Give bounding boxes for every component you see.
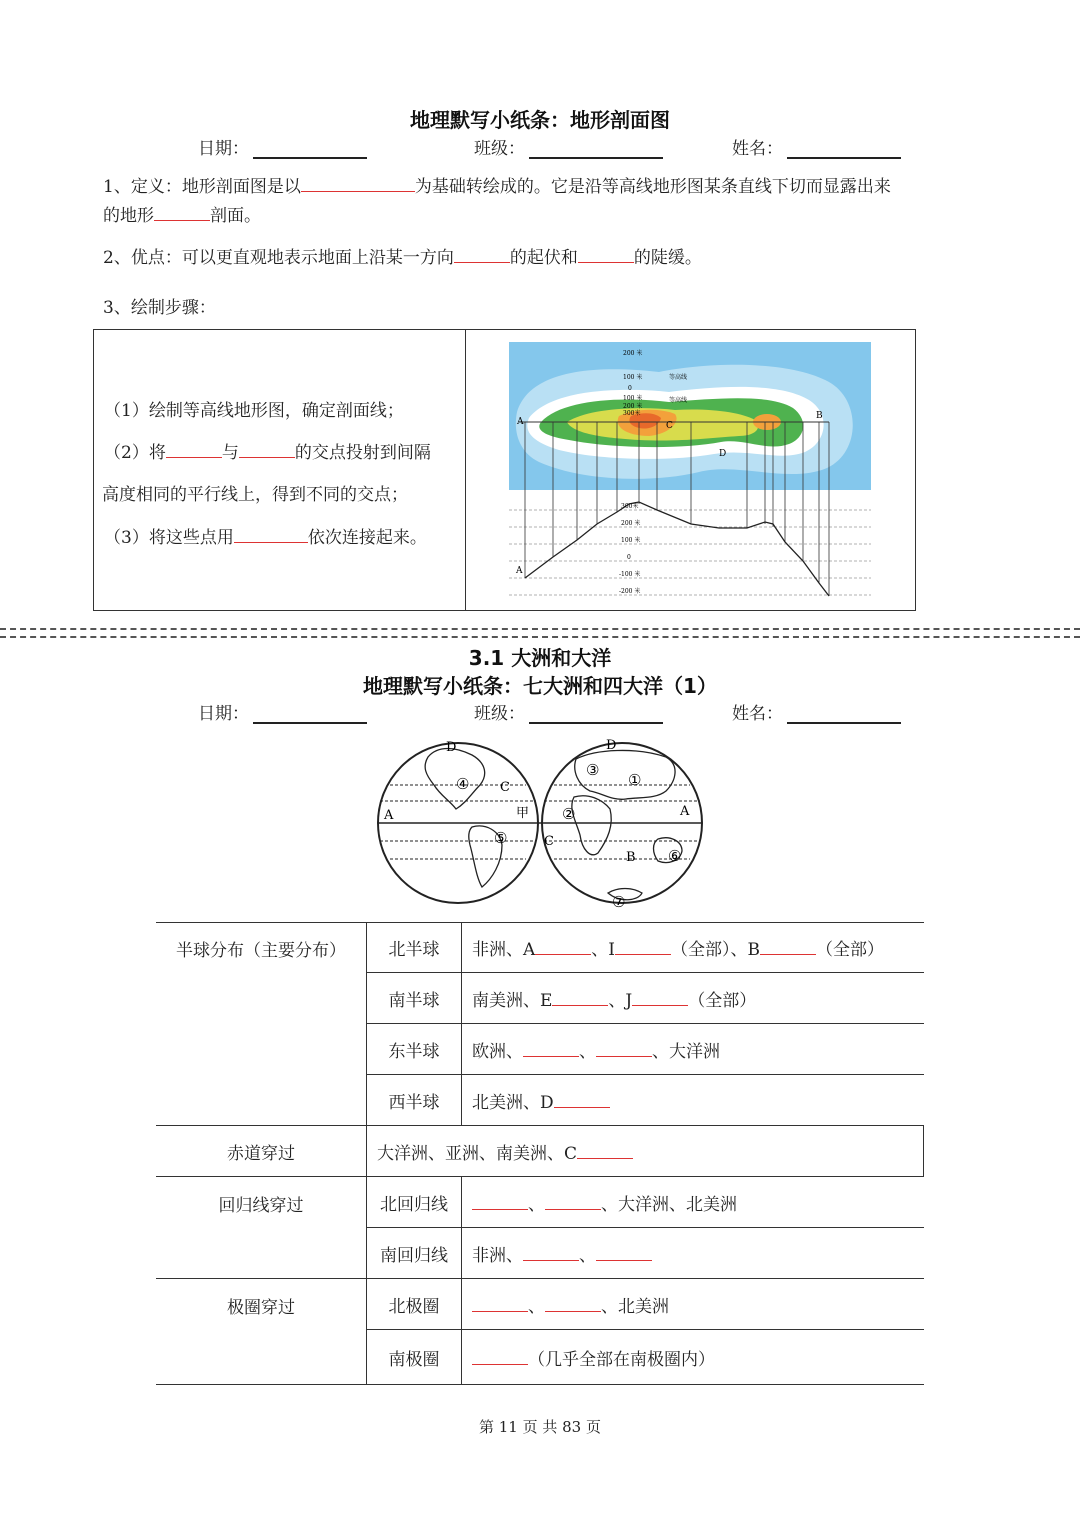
table-row (156, 1177, 924, 1228)
item1-text-d: 剖面。 (210, 206, 261, 226)
class-field-2 (474, 699, 663, 724)
profile-y-300: 300米 (621, 503, 639, 510)
val-tropic-s (462, 1228, 924, 1279)
item1-text-a: 1、定义：地形剖面图是以 (103, 177, 301, 197)
table-row (156, 922, 924, 973)
cat-hemisphere: 半球分布（主要分布） (156, 922, 367, 1126)
steps-box (93, 329, 916, 611)
map-contour-0: 0 (628, 385, 632, 392)
table-row (156, 1126, 924, 1177)
item2-text-a: 2、优点：可以更直观地表示地面上沿某一方向 (103, 248, 454, 268)
globe-label-2: ② (562, 805, 576, 823)
blank-south-e[interactable] (552, 987, 608, 1006)
section1-title: 地理默写小纸条：地形剖面图 (410, 108, 670, 132)
map-label-c: C (666, 421, 673, 431)
class-label-2: 班级： (474, 704, 525, 724)
class-label: 班级： (474, 139, 525, 159)
val-tropic-n (462, 1177, 924, 1228)
section2-title: 地理默写小纸条：七大洲和四大洋（1） (363, 674, 717, 698)
profile-curve (525, 502, 829, 596)
val-west (462, 1075, 924, 1126)
blank-3[interactable] (454, 244, 510, 263)
step-2 (104, 438, 431, 463)
globe-label-jia: 甲 (516, 806, 530, 821)
south-text-c: （全部） (688, 990, 757, 1011)
arctic-text-b: 、 (528, 1296, 545, 1317)
val-north (462, 922, 924, 973)
blank-equator-c[interactable] (577, 1140, 633, 1159)
sub-tropic-n: 北回归线 (367, 1177, 462, 1228)
blank-east-2[interactable] (596, 1038, 652, 1057)
globe-label-5: ⑤ (494, 829, 508, 847)
contour-profile-figure (509, 342, 873, 604)
profile-y-100: 100 米 (621, 537, 641, 544)
blank-north-i[interactable] (615, 936, 671, 955)
east-text-c: 、大洋洲 (652, 1041, 720, 1062)
sub-arctic: 北极圈 (367, 1279, 462, 1330)
sub-east: 东半球 (367, 1024, 462, 1075)
map-label-d: D (719, 449, 727, 459)
name-line[interactable] (787, 139, 901, 159)
date-field-2 (198, 699, 367, 724)
north-text-d: （全部） (816, 939, 884, 960)
blank-4[interactable] (578, 244, 634, 263)
map-contour-200-top: 200 米 (623, 350, 643, 357)
step-1: （1）绘制等高线地形图，确定剖面线； (104, 401, 404, 421)
item2-text-c: 的陡缓。 (633, 248, 702, 268)
cat-equator: 赤道穿过 (156, 1126, 367, 1177)
step2-text-c: 的交点投射到间隔 (294, 443, 431, 463)
blank-5[interactable] (166, 439, 222, 458)
name-field-2 (732, 699, 901, 724)
profile-y-minus100: -100 米 (619, 571, 641, 578)
page-footer: 第 11 页 共 83 页 (478, 1418, 601, 1436)
blank-1[interactable] (301, 173, 415, 192)
profile-y-200: 200 米 (621, 520, 641, 527)
name-label: 姓名： (732, 139, 783, 159)
name-line-2[interactable] (787, 704, 901, 724)
date-field (198, 134, 367, 159)
map-contour-300: 300米 (623, 410, 641, 417)
globe-label-b-east: B (626, 850, 636, 865)
date-line-2[interactable] (253, 704, 367, 724)
blank-east-1[interactable] (523, 1038, 579, 1057)
blank-2[interactable] (154, 202, 210, 221)
class-line-2[interactable] (529, 704, 663, 724)
globe-label-a-east: A (680, 804, 690, 819)
map-contour-200: 200 米 (623, 403, 643, 410)
globe-label-1: ① (628, 771, 642, 789)
blank-7[interactable] (234, 524, 308, 543)
globe-label-d-east: D (606, 738, 617, 753)
blank-west-d[interactable] (554, 1089, 610, 1108)
map-contour-note-b: 等高线 (669, 397, 688, 404)
step3-text-a: （3）将这些点用 (104, 528, 234, 548)
map-contour-100: 100 米 (623, 395, 643, 402)
item1-text-c: 的地形 (103, 206, 154, 226)
step-2-cont: 高度相同的平行线上，得到不同的交点； (102, 485, 408, 505)
step2-text-b: 与 (221, 443, 239, 463)
item-1-cont (103, 202, 261, 230)
item-3: 3、绘制步骤： (103, 298, 216, 318)
step3-text-b: 依次连接起来。 (307, 528, 427, 548)
steps-divider (465, 330, 466, 610)
sub-west: 西半球 (367, 1075, 462, 1126)
sub-tropic-s: 南回归线 (367, 1228, 462, 1279)
blank-arctic-1[interactable] (472, 1293, 528, 1312)
val-equator (367, 1126, 924, 1177)
blank-north-a[interactable] (535, 936, 591, 955)
antarctic-text-b: （几乎全部在南极圈内） (528, 1349, 715, 1370)
tropic-n-text-c: 、大洋洲、北美洲 (601, 1194, 737, 1215)
profile-y-0: 0 (627, 554, 631, 561)
north-text-a: 非洲、A (472, 939, 536, 960)
world-globe-map (376, 735, 706, 911)
item2-text-b: 的起伏和 (509, 248, 578, 268)
profile-gridlines (509, 510, 871, 595)
val-arctic (462, 1279, 924, 1330)
step-3 (104, 523, 427, 548)
equator-text-a: 大洋洲、亚洲、南美洲、C (377, 1143, 578, 1164)
sub-antarctic: 南极圈 (367, 1330, 462, 1385)
val-east (462, 1024, 924, 1075)
blank-north-b[interactable] (760, 936, 816, 955)
cat-tropic: 回归线穿过 (156, 1177, 367, 1279)
item-1 (103, 173, 983, 201)
globe-label-7: ⑦ (612, 893, 626, 911)
tropic-n-text-b: 、 (528, 1194, 545, 1215)
blank-south-j[interactable] (632, 987, 688, 1006)
table-row (156, 1279, 924, 1330)
profile-y-minus200: -200 米 (619, 588, 641, 595)
blank-6[interactable] (239, 439, 295, 458)
chapter-title: 3.1 大洲和大洋 (468, 646, 612, 670)
blank-tropic-s-1[interactable] (523, 1242, 579, 1261)
west-text-a: 北美洲、D (472, 1092, 554, 1113)
globe-label-c-west: C (500, 780, 510, 795)
sub-north: 北半球 (367, 922, 462, 973)
date-line[interactable] (253, 139, 367, 159)
val-south (462, 973, 924, 1024)
class-field (474, 134, 663, 159)
arctic-text-c: 、北美洲 (601, 1296, 669, 1317)
item-2 (103, 244, 702, 272)
north-text-c: （全部）、B (671, 939, 760, 960)
south-text-b: 、J (608, 990, 633, 1011)
east-text-b: 、 (579, 1041, 596, 1062)
item1-text-b: 为基础转绘成的。它是沿等高线地形图某条直线下切而显露出来 (414, 177, 891, 197)
tropic-s-text-a: 非洲、 (472, 1245, 523, 1266)
blank-tropic-s-2[interactable] (596, 1242, 652, 1261)
continents-table (156, 922, 924, 1385)
date-label-2: 日期： (198, 704, 249, 724)
globe-label-3: ③ (586, 761, 600, 779)
date-label: 日期： (198, 139, 249, 159)
name-field (732, 134, 901, 159)
sub-south: 南半球 (367, 973, 462, 1024)
section-separator (0, 628, 1080, 638)
map-contour-note: 等高线 (669, 374, 688, 381)
blank-tropic-n-1[interactable] (472, 1191, 528, 1210)
globe-label-d-west: D (446, 740, 457, 755)
cat-polar: 极圈穿过 (156, 1279, 367, 1385)
globe-label-6: ⑥ (668, 847, 682, 865)
step2-text-a: （2）将 (104, 443, 166, 463)
map-contour-100-top: 100 米 (623, 374, 643, 381)
globe-label-c-east: C (544, 834, 554, 849)
tropic-s-text-b: 、 (579, 1245, 596, 1266)
map-label-b: B (816, 411, 823, 421)
south-text-a: 南美洲、E (472, 990, 553, 1011)
blank-arctic-2[interactable] (545, 1293, 601, 1312)
globe-label-4: ④ (456, 775, 470, 793)
class-line[interactable] (529, 139, 663, 159)
profile-label-a: A (516, 566, 523, 576)
name-label-2: 姓名： (732, 704, 783, 724)
val-antarctic (462, 1330, 924, 1385)
map-label-a: A (517, 417, 524, 427)
north-text-b: 、I (591, 939, 615, 960)
blank-antarctic[interactable] (472, 1346, 528, 1365)
blank-tropic-n-2[interactable] (545, 1191, 601, 1210)
east-text-a: 欧洲、 (472, 1041, 523, 1062)
globe-label-a-west: A (384, 808, 394, 823)
